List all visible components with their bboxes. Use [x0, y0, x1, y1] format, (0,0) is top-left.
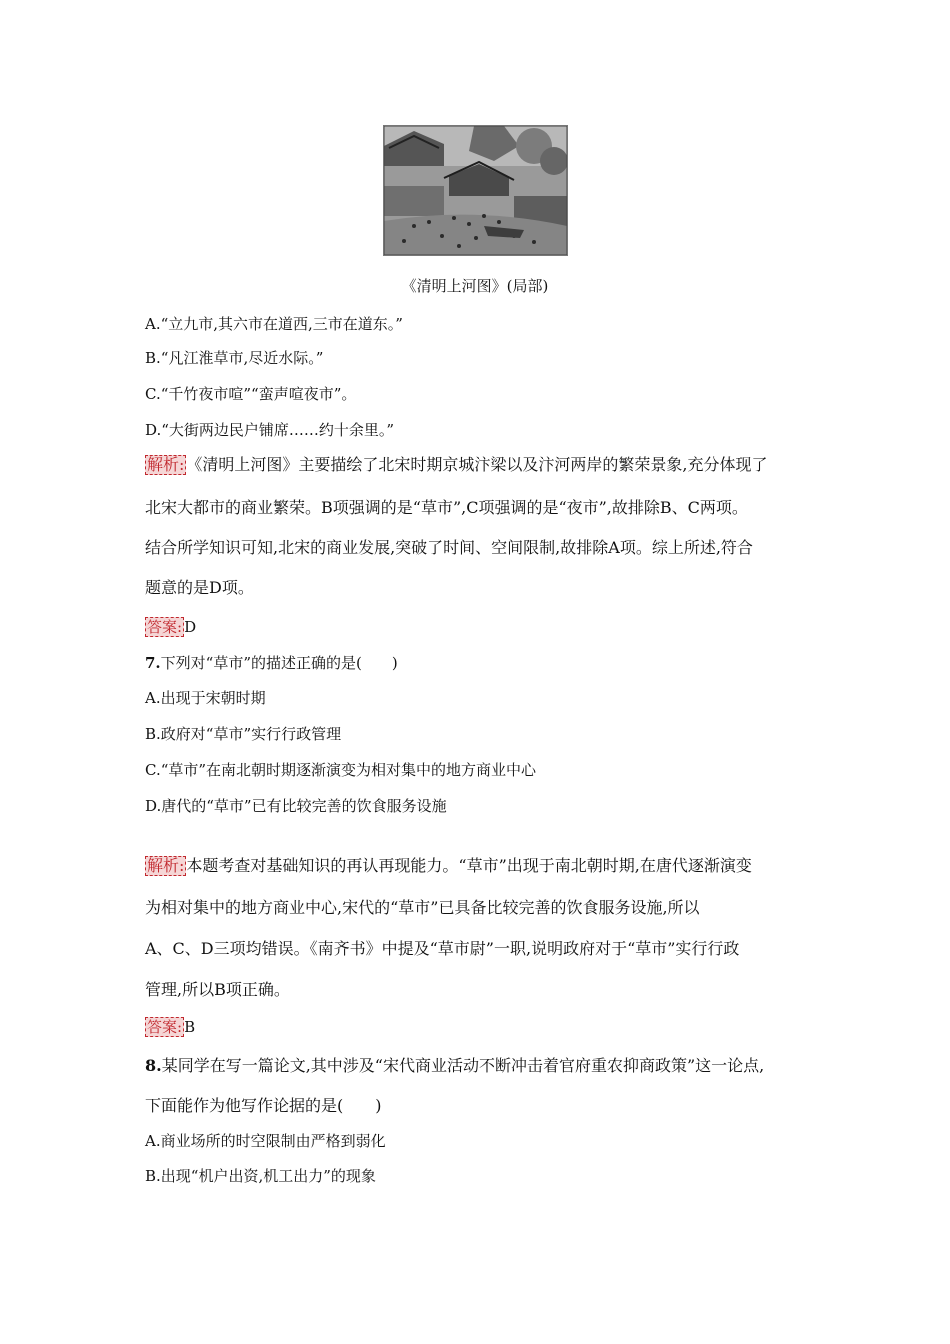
q8-stem-line-1 — [145, 1056, 764, 1076]
q8-number: 8. — [145, 1056, 162, 1075]
q6-analysis-line-4: 题意的是D项。 — [145, 578, 254, 597]
figure-caption: 《清明上河图》(局部) — [401, 277, 549, 295]
q7-answer: B — [184, 1018, 196, 1036]
q7-stem-line — [145, 653, 398, 673]
q6-analysis-text-1: 《清明上河图》主要描绘了北宋时期京城汴梁以及汴河两岸的繁荣景象,充分体现了 — [186, 455, 768, 474]
q6-answer-line — [145, 617, 196, 637]
q6-option-b: B.“凡江淮草市,尽近水际。” — [145, 349, 324, 367]
q7-option-b: B.政府对“草市”实行行政管理 — [145, 725, 342, 743]
q7-analysis-line-4: 管理,所以B项正确。 — [145, 980, 290, 999]
q7-analysis-line-3: A、C、D三项均错误。《南齐书》中提及“草市尉”一职,说明政府对于“草市”实行行政 — [145, 939, 740, 958]
q6-option-a: A.“立九市,其六市在道西,三市在道东。” — [145, 315, 403, 333]
q6-analysis-line-3: 结合所学知识可知,北宋的商业发展,突破了时间、空间限制,故排除A项。综上所述,符合 — [145, 538, 753, 557]
q7-analysis-text-1: 本题考查对基础知识的再认再现能力。“草市”出现于南北朝时期,在唐代逐渐演变 — [186, 856, 752, 875]
q7-analysis-line-1 — [145, 856, 752, 876]
q7-analysis-line-2: 为相对集中的地方商业中心,宋代的“草市”已具备比较完善的饮食服务设施,所以 — [145, 898, 700, 917]
q8-option-a: A.商业场所的时空限制由严格到弱化 — [145, 1132, 386, 1150]
q6-analysis-line-1 — [145, 455, 768, 475]
q8-stem-text-1: 某同学在写一篇论文,其中涉及“宋代商业活动不断冲击着官府重农抑商政策”这一论点, — [161, 1056, 765, 1075]
q7-answer-line — [145, 1017, 195, 1037]
q6-option-d: D.“大街两边民户铺席……约十余里。” — [145, 421, 395, 439]
q7-option-c: C.“草市”在南北朝时期逐渐演变为相对集中的地方商业中心 — [145, 761, 537, 779]
analysis-tag: 解析: — [147, 455, 185, 474]
q7-number: 7. — [145, 654, 161, 672]
q6-analysis-line-2: 北宋大都市的商业繁荣。B项强调的是“草市”,C项强调的是“夜市”,故排除B、C两项。 — [145, 498, 748, 517]
q8-option-b: B.出现“机户出资,机工出力”的现象 — [145, 1167, 376, 1185]
q7-option-d: D.唐代的“草市”已有比较完善的饮食服务设施 — [145, 797, 447, 815]
q7-option-a: A.出现于宋朝时期 — [145, 689, 266, 707]
q8-stem-line-2: 下面能作为他写作论据的是( ) — [145, 1096, 382, 1115]
painting-image — [383, 125, 568, 256]
answer-tag: 答案: — [147, 618, 183, 636]
q6-answer: D — [184, 618, 197, 636]
q7-stem: 下列对“草市”的描述正确的是( ) — [160, 654, 398, 672]
q6-option-c: C.“千竹夜市喧”“蛮声喧夜市”。 — [145, 385, 357, 403]
qingming-painting-illustration — [384, 126, 567, 255]
analysis-tag: 解析: — [147, 856, 185, 875]
answer-tag: 答案: — [147, 1018, 183, 1036]
